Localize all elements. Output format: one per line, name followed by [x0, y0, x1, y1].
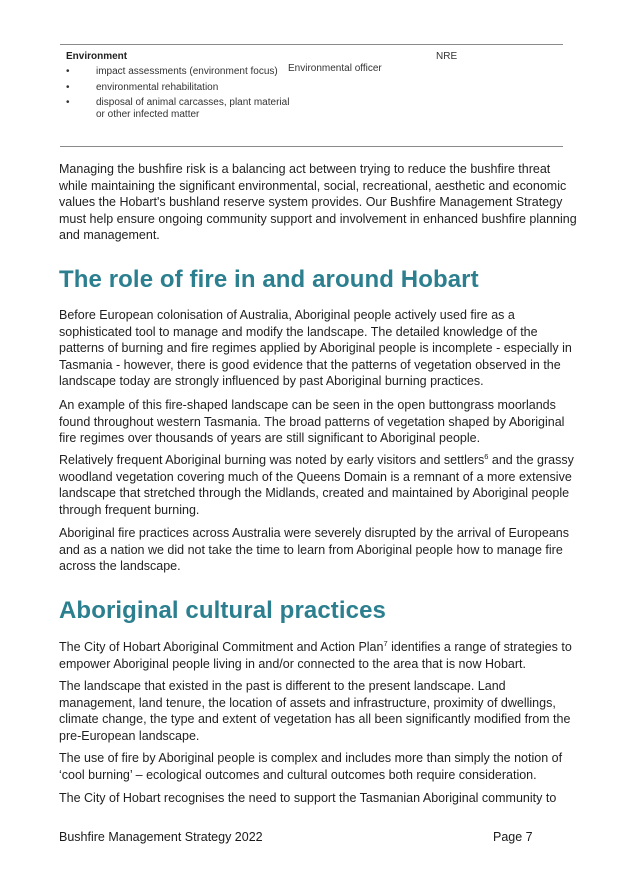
paragraph: Before European colonisation of Australia, Aboriginal people actively used fire as a sophisticated tool to manage and modify the landscape. The detailed knowledge of the patterns of burning and fire regimes applied by Aboriginal people is incomplete - especially in Tasmania - however, there is good evidence that the patterns of vegetation observed in the landscape today are strongly influenced by past Aboriginal burning practices. — [59, 308, 572, 389]
paragraph-text: Relatively frequent Aboriginal burning was noted by early visitors and settlers — [59, 453, 485, 467]
list-item — [66, 97, 291, 120]
paragraph-text: and the grassy woodland vegetation covering much of the Queens Domain is a remnant of a more extensive landscape that stretched through the Midlands, created and maintained by Aboriginal people through frequent burning. — [59, 453, 574, 517]
footer-title: Bushfire Management Strategy 2022 — [59, 830, 263, 844]
table-role: Environmental officer — [288, 63, 382, 74]
paragraph: The use of fire by Aboriginal people is complex and includes more than simply the notion of ‘cool burning’ – ecological outcomes and cultural outcomes both require consideration. — [59, 751, 563, 782]
bullet-icon: • — [66, 97, 70, 108]
paragraph: Aboriginal fire practices across Australia were severely disrupted by the arrival of Europeans and as a nation we did not take the time to learn from Aboriginal people how to manage fire across the landscape. — [59, 526, 569, 574]
paragraph: An example of this fire-shaped landscape can be seen in the open buttongrass moorlands found throughout western Tasmania. The broad patterns of vegetation shaped by Aboriginal fire regimes over thousands of years are still significant to Aboriginal people. — [59, 398, 565, 446]
list-item — [66, 82, 291, 94]
section-heading-role-of-fire: The role of fire in and around Hobart — [59, 266, 479, 293]
bullet-text: disposal of animal carcasses, plant material or other infected matter — [96, 97, 290, 120]
table-heading: Environment — [66, 51, 128, 62]
paragraph: The landscape that existed in the past is different to the present landscape. Land management, land tenure, the location of assets and infrastructure, proximity of dwellings, climate change, the type and extent of vegetation has all been significantly modified from the pre-European landscape. — [59, 679, 571, 743]
section-heading-aboriginal-practices: Aboriginal cultural practices — [59, 597, 386, 624]
bullet-icon: • — [66, 66, 70, 77]
footnote-ref[interactable]: 6 — [484, 451, 489, 461]
bullet-icon: • — [66, 81, 70, 93]
page-number: Page 7 — [493, 830, 533, 844]
footnote-ref[interactable]: 7 — [383, 638, 388, 648]
paragraph — [59, 639, 579, 672]
bullet-text: impact assessments (environment focus) — [96, 66, 278, 77]
paragraph — [59, 452, 579, 518]
paragraph-text: The City of Hobart Aboriginal Commitment and Action Plan — [59, 640, 384, 654]
table-agency: NRE — [436, 51, 458, 62]
intro-paragraph: Managing the bushfire risk is a balancing act between trying to reduce the bushfire threat while maintaining the significant environmental, social, recreational, aesthetic and economic values the Hobart's bushland reserve system provides. Our Bushfire Management Strategy must help ensure ongoing community support and involvement in enhanced bushfire planning and management. — [59, 162, 577, 243]
paragraph: The City of Hobart recognises the need to support the Tasmanian Aboriginal community to — [59, 791, 557, 805]
bullet-text: environmental rehabilitation — [96, 81, 219, 93]
bullet-list — [66, 66, 291, 124]
paragraph-text: identifies a range of strategies to empower Aboriginal people living in and/or connected to the area that is now Hobart. — [59, 640, 572, 671]
list-item — [66, 66, 291, 78]
responsibility-table-row — [60, 44, 563, 147]
